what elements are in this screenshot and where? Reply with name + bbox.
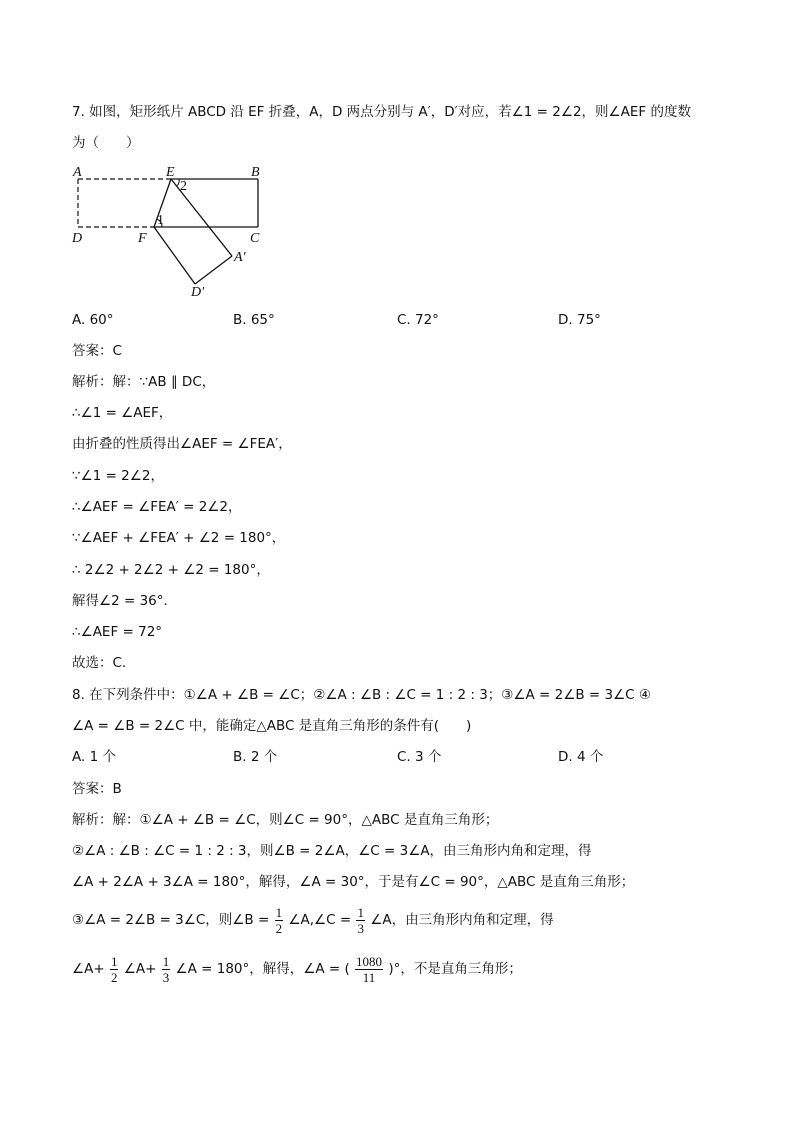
q7-solution-line: 解得∠2 = 36°． [72,593,178,609]
q7-stem-line2: 为（ ） [72,135,140,151]
label-a: A [73,165,82,180]
q7-solution-line: ∴∠1 = ∠AEF， [72,405,173,421]
q7-solution-line: ∴∠AEF = 72° [72,624,163,640]
label-c: C [250,231,260,246]
q8-solution-line: ②∠A : ∠B : ∠C = 1 : 2 : 3，则∠B = 2∠A，∠C = 3∠A，由三角形内角和定理，得 [72,843,592,859]
q8-solution-line-fractions-2 [72,952,522,986]
fraction-numerator: 1 [110,953,118,969]
q7-solution-line: ∵∠AEF + ∠FEA′ + ∠2 = 180°， [72,530,286,546]
fraction [356,905,365,936]
label-e: E [166,165,175,180]
fraction-numerator: 1 [275,904,283,920]
q7-solution-line: ∵∠1 = 2∠2， [72,468,164,484]
label-b: B [251,165,260,180]
label-f: F [138,231,147,246]
text: ∠A = 180°，解得，∠A = ( [175,961,350,977]
q7-solution-line: 故选：C． [72,655,136,671]
label-d-prime: D′ [191,285,205,300]
angle-2-arc [177,179,179,186]
text: ③∠A = 2∠B = 3∠C，则∠B = [72,912,270,928]
fraction-denominator: 2 [275,920,283,936]
q8-option-b[interactable]: B. 2 个 [233,749,278,765]
edge-a-prime-d-prime [195,256,232,284]
fraction-numerator: 1080 [356,953,383,969]
text: )°，不是直角三角形； [388,961,522,977]
q7-solution-line: 由折叠的性质得出∠AEF = ∠FEA′， [72,436,292,452]
q8-option-c[interactable]: C. 3 个 [397,749,442,765]
fraction-numerator: 1 [162,953,170,969]
q8-option-a[interactable]: A. 1 个 [72,749,116,765]
text: ∠A+ [72,961,105,977]
q8-solution-line: 解析：解：①∠A + ∠B = ∠C，则∠C = 90°，△ABC 是直角三角形； [72,812,499,828]
q8-answer: 答案：B [72,781,122,797]
q7-option-a[interactable]: A. 60° [72,312,114,328]
fraction-denominator: 11 [362,969,376,985]
q7-answer: 答案：C [72,343,122,359]
label-d: D [72,231,83,246]
text: ∠A,∠C = [288,912,352,928]
fraction [162,954,171,985]
q7-solution-line: 解析：解：∵AB ∥ DC， [72,374,216,390]
q7-stem-line1: 7. 如图，矩形纸片 ABCD 沿 EF 折叠，A，D 两点分别与 A′，D′对应，若∠1 = 2∠2，则∠AEF 的度数 [72,104,691,120]
edge-d-prime-f [154,227,195,284]
fraction-numerator: 1 [357,904,364,920]
fraction [275,905,284,936]
text: ∠A+ [123,961,157,977]
q7-option-d[interactable]: D. 75° [558,312,601,328]
q8-solution-line-fractions-1 [72,903,554,937]
q7-option-c[interactable]: C. 72° [397,312,439,328]
fraction [355,954,383,985]
fraction-denominator: 2 [110,969,118,985]
q8-stem-line2: ∠A = ∠B = 2∠C 中，能确定△ABC 是直角三角形的条件有( ) [72,718,472,734]
label-1: 1 [157,213,164,228]
label-2: 2 [180,179,187,194]
q7-solution-line: ∴∠AEF = ∠FEA′ = 2∠2， [72,499,242,515]
q7-figure [68,160,278,300]
q8-option-d[interactable]: D. 4 个 [558,749,604,765]
text: ∠A，由三角形内角和定理，得 [370,912,554,928]
q7-option-b[interactable]: B. 65° [233,312,275,328]
fraction-denominator: 3 [357,920,364,936]
q7-solution-line: ∴ 2∠2 + 2∠2 + ∠2 = 180°， [72,562,270,578]
fraction [110,954,119,985]
q8-solution-line: ∠A + 2∠A + 3∠A = 180°，解得，∠A = 30°，于是有∠C = 90°，△ABC 是直角三角形； [72,874,635,890]
fraction-denominator: 3 [162,969,170,985]
q8-stem-line1: 8. 在下列条件中：①∠A + ∠B = ∠C；②∠A : ∠B : ∠C = 1 : 2 : 3；③∠A = 2∠B = 3∠C ④ [72,687,652,703]
label-a-prime: A′ [234,250,246,265]
